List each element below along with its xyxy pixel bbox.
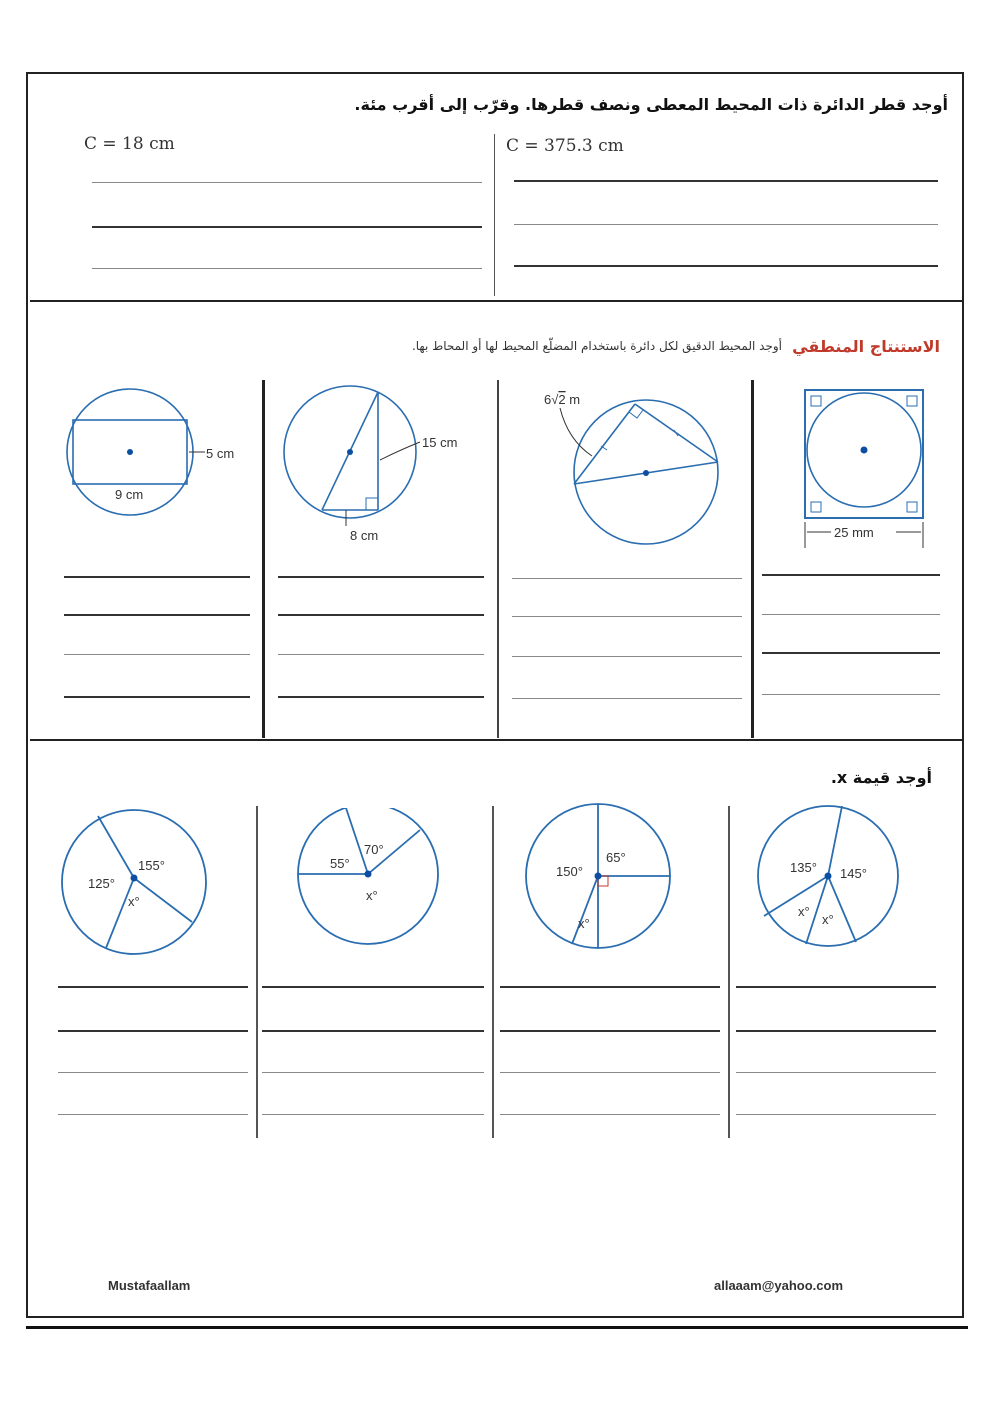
section-divider <box>30 300 962 302</box>
answer-line[interactable] <box>500 986 720 988</box>
angle-label: x° <box>798 904 810 919</box>
figure-label: 5 cm <box>206 446 235 461</box>
figure-label: 6√2 m <box>544 392 581 407</box>
answer-line[interactable] <box>512 578 742 579</box>
angle-label: 150° <box>556 864 583 879</box>
section1-instruction: أوجد قطر الدائرة ذات المحيط المعطى ونصف قطرها. وقرّب إلى أقرب مئة. <box>354 95 948 114</box>
answer-line[interactable] <box>514 180 938 182</box>
figure-inscribed-rectangle <box>60 380 260 534</box>
answer-line[interactable] <box>64 654 250 655</box>
answer-line[interactable] <box>278 654 484 655</box>
answer-line[interactable] <box>64 696 250 698</box>
angle-label: 70° <box>364 842 384 857</box>
figure-label: 25 mm <box>834 525 874 540</box>
figure-label: 15 cm <box>422 435 458 450</box>
answer-line[interactable] <box>500 1030 720 1032</box>
section1-right-given: C = 375.3 cm <box>506 136 624 156</box>
answer-line[interactable] <box>58 986 248 988</box>
angle-label: x° <box>366 888 378 903</box>
page-frame <box>26 72 964 1318</box>
angle-label: x° <box>578 916 590 931</box>
figure-central-angles-4 <box>756 800 916 964</box>
answer-line[interactable] <box>262 986 484 988</box>
column-divider <box>751 380 754 738</box>
angle-label: x° <box>822 912 834 927</box>
figure-label: 9 cm <box>115 487 144 502</box>
answer-line[interactable] <box>736 986 936 988</box>
answer-line[interactable] <box>278 696 484 698</box>
answer-line[interactable] <box>92 268 482 269</box>
answer-line[interactable] <box>762 652 940 654</box>
section1-left-given: C = 18 cm <box>84 134 175 154</box>
answer-line[interactable] <box>58 1114 248 1115</box>
section2-heading: الاستنتاج المنطقي <box>792 337 940 356</box>
figure-central-angles-1 <box>60 808 220 962</box>
answer-line[interactable] <box>736 1114 936 1115</box>
column-divider <box>728 806 730 1138</box>
answer-line[interactable] <box>736 1072 936 1073</box>
answer-line[interactable] <box>512 656 742 657</box>
answer-line[interactable] <box>500 1114 720 1115</box>
footer-email[interactable]: allaaam@yahoo.com <box>714 1278 844 1293</box>
answer-line[interactable] <box>64 614 250 616</box>
figure-inscribed-right-triangle <box>280 380 480 554</box>
column-divider <box>497 380 499 738</box>
section1-divider <box>494 134 495 296</box>
angle-label: 155° <box>138 858 165 873</box>
column-divider <box>256 806 258 1138</box>
answer-line[interactable] <box>262 1072 484 1073</box>
column-divider <box>492 806 494 1138</box>
angle-label: 65° <box>606 850 626 865</box>
answer-line[interactable] <box>92 182 482 183</box>
angle-label: 125° <box>88 876 115 891</box>
answer-line[interactable] <box>58 1030 248 1032</box>
bottom-rule <box>26 1326 968 1329</box>
answer-line[interactable] <box>262 1114 484 1115</box>
answer-line[interactable] <box>500 1072 720 1073</box>
figure-central-angles-2 <box>294 808 454 962</box>
column-divider <box>262 380 265 738</box>
answer-line[interactable] <box>762 574 940 576</box>
answer-line[interactable] <box>278 576 484 578</box>
answer-line[interactable] <box>92 226 482 228</box>
answer-line[interactable] <box>762 614 940 615</box>
angle-label: 55° <box>330 856 350 871</box>
answer-line[interactable] <box>512 616 742 617</box>
answer-line[interactable] <box>262 1030 484 1032</box>
figure-label: 8 cm <box>350 528 379 543</box>
angle-label: 135° <box>790 860 817 875</box>
answer-line[interactable] <box>736 1030 936 1032</box>
figure-inscribed-circle <box>790 380 950 559</box>
angle-label: x° <box>128 894 140 909</box>
answer-line[interactable] <box>278 614 484 616</box>
section-divider <box>30 739 962 741</box>
answer-line[interactable] <box>512 698 742 699</box>
answer-line[interactable] <box>514 224 938 225</box>
footer-author: Mustafaallam <box>108 1278 191 1293</box>
answer-line[interactable] <box>58 1072 248 1073</box>
angle-label: 145° <box>840 866 867 881</box>
figure-isosceles-right-triangle <box>540 380 740 554</box>
answer-line[interactable] <box>64 576 250 578</box>
section2-instruction: أوجد المحيط الدقيق لكل دائرة باستخدام المضلّع المحيط لها أو المحاط بها. <box>411 339 782 353</box>
answer-line[interactable] <box>514 265 938 267</box>
section3-instruction: أوجد قيمة x. <box>830 768 932 787</box>
figure-central-angles-3 <box>522 800 682 964</box>
answer-line[interactable] <box>762 694 940 695</box>
